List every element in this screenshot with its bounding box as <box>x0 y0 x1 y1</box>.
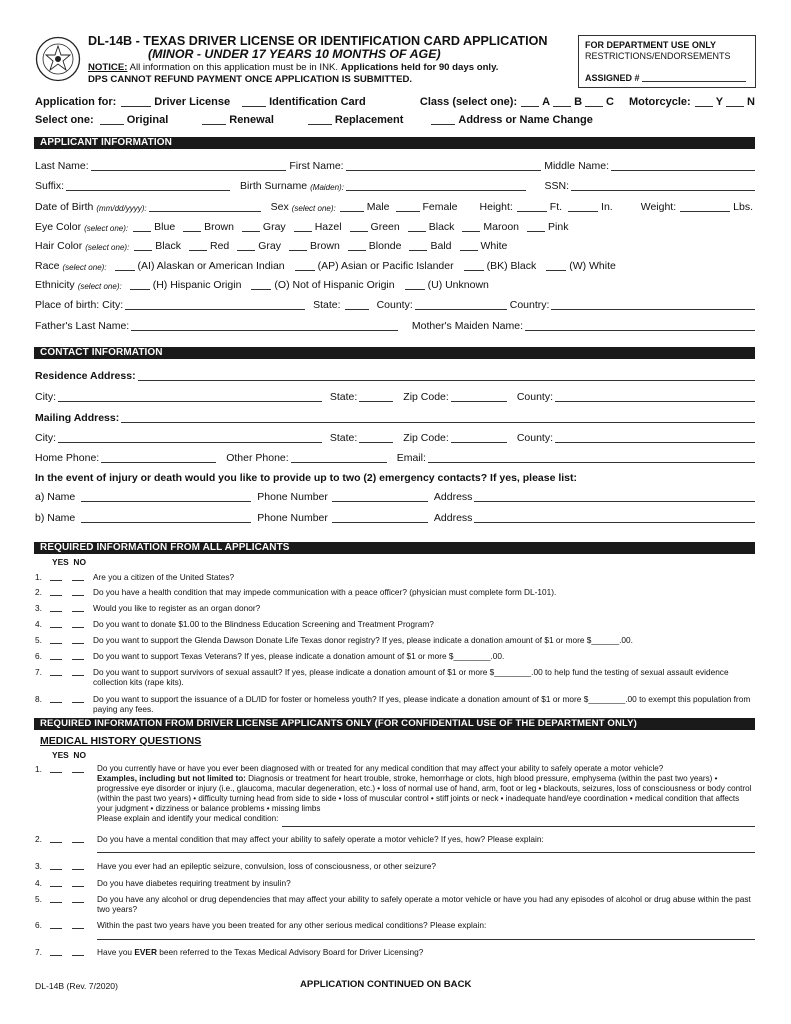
class-a-check[interactable] <box>521 97 539 107</box>
female-check[interactable] <box>396 202 420 212</box>
race-check-2[interactable] <box>464 261 484 271</box>
med-q3-no[interactable] <box>72 869 84 870</box>
res-city-label: City: <box>35 391 56 403</box>
question-no-line[interactable] <box>72 643 84 644</box>
question-text: Would you like to register as an organ donor? <box>93 603 261 613</box>
emergency-a-name-label: a) Name <box>35 491 76 503</box>
hair-color-option-label: Blonde <box>368 240 402 252</box>
med-q2-no[interactable] <box>72 842 84 843</box>
dept-box-restrictions: RESTRICTIONS/ENDORSEMENTS <box>585 51 731 61</box>
med-q1-examples: Diagnosis or treatment for heart trouble, stroke, hemorrhage or clots, high blood pressure, emphysema (within the past two years) • progressive eye disorder or injury (i.e., glaucoma, macular degeneration, etc.) • loss of normal use of hand, arm, foot or leg • blackouts, seizures, loss of consciousness or body control (within the past two years) • difficulty turning head from side to side • loss of muscular control • stiff joints or neck • inadequate hand/eye coordination • medical condition that affects your judgment • dizziness or balance problems • missing limbs <box>97 774 752 813</box>
email-field[interactable] <box>428 453 755 463</box>
ssn-label: SSN: <box>544 180 569 192</box>
pob-city-label: Place of birth: City: <box>35 299 124 311</box>
id-check[interactable] <box>242 97 266 107</box>
eye-color-check-7[interactable] <box>527 222 545 232</box>
race-check-1[interactable] <box>295 261 315 271</box>
birth-surname-field[interactable] <box>346 181 527 191</box>
name-row <box>35 160 755 172</box>
dob-row <box>35 201 755 213</box>
question-no-line[interactable] <box>72 595 84 596</box>
med-q4-text: Do you have diabetes requiring treatment by insulin? <box>97 878 291 888</box>
question-no-line[interactable] <box>72 611 84 612</box>
no-header: NO <box>73 557 86 567</box>
race-option-label: (BK) Black <box>486 260 537 272</box>
question-text: Do you want to support the issuance of a DL/ID for foster or homeless youth? If yes, please indicate a donation amount of $1 or more $________.00 to exempt this population from paying any fees. <box>93 694 751 714</box>
residence-row <box>35 370 755 382</box>
home-phone-label: Home Phone: <box>35 452 100 464</box>
residence-field[interactable] <box>138 371 755 381</box>
question-number: 7. <box>35 667 42 677</box>
renewal-label: Renewal <box>229 114 274 126</box>
med-q6-explain-line[interactable] <box>97 939 755 940</box>
hair-color-label: Hair Color <box>35 240 83 252</box>
eye-color-check-4[interactable] <box>350 222 368 232</box>
applicant-section-header: APPLICANT INFORMATION <box>34 137 755 149</box>
medical-q5: 5. Do you have any alcohol or drug dependencies that may affect your ability to safely operate a motor vehicle or have you had any episodes of alcohol or drug abuse within the past two years? <box>35 894 751 914</box>
question-number: 6. <box>35 651 42 661</box>
motorcycle-label: Motorcycle: <box>628 96 691 108</box>
question-8 <box>35 694 755 714</box>
mailing-row <box>35 412 755 424</box>
eye-color-option-label: Brown <box>204 221 234 233</box>
suffix-label: Suffix: <box>35 180 64 192</box>
class-b-check[interactable] <box>553 97 571 107</box>
med-q2-yes[interactable] <box>50 842 62 843</box>
weight-field[interactable] <box>680 202 730 212</box>
question-5 <box>35 635 755 645</box>
question-yes-line[interactable] <box>50 627 62 628</box>
emergency-b-name-label: b) Name <box>35 512 76 524</box>
medical-q2: 2. Do you have a mental condition that may affect your ability to safely operate a motor vehicle? If yes, how? Please explain: <box>35 834 544 844</box>
race-check-3[interactable] <box>546 261 566 271</box>
ethnicity-label: Ethnicity <box>35 279 75 291</box>
residence-label: Residence Address: <box>35 370 136 382</box>
med-q6-yes[interactable] <box>50 928 62 929</box>
emergency-question-text: In the event of injury or death would you like to provide up to two (2) emergency contacts? If yes, please list: <box>35 472 578 484</box>
home-phone-field[interactable] <box>101 453 216 463</box>
emergency-b-address-label: Address <box>433 512 473 524</box>
question-3 <box>35 603 755 613</box>
res-county-label: County: <box>516 391 553 403</box>
question-number: 2. <box>35 587 42 597</box>
eye-color-option-label: Black <box>428 221 455 233</box>
dob-label: Date of Birth <box>35 201 94 213</box>
mail-zip-label: Zip Code: <box>403 432 449 444</box>
hair-color-check-4[interactable] <box>348 241 366 251</box>
mailing-field[interactable] <box>121 413 755 423</box>
med-q6-no[interactable] <box>72 928 84 929</box>
eye-color-check-3[interactable] <box>294 222 312 232</box>
res-zip-field[interactable] <box>451 392 507 402</box>
emergency-b-phone-label: Phone Number <box>257 512 328 524</box>
pob-state-label: State: <box>313 299 341 311</box>
question-no-line[interactable] <box>72 675 84 676</box>
question-number: 8. <box>35 694 42 704</box>
other-phone-label: Other Phone: <box>226 452 289 464</box>
hair-color-option-label: White <box>480 240 508 252</box>
ssn-field[interactable] <box>571 181 755 191</box>
race-option-label: (AP) Asian or Pacific Islander <box>317 260 454 272</box>
med-q1-explain-line[interactable] <box>282 826 755 827</box>
hair-color-option-label: Black <box>155 240 181 252</box>
mailing-label: Mailing Address: <box>35 412 120 424</box>
res-city-field[interactable] <box>58 392 322 402</box>
no-header: NO <box>73 750 86 760</box>
med-q1-explain-label: Please explain and identify your medical condition: <box>97 814 279 823</box>
eye-color-check-2[interactable] <box>242 222 260 232</box>
sex-label: Sex <box>270 201 289 213</box>
birth-surname-label: Birth Surname <box>240 180 308 192</box>
last-name-label: Last Name: <box>35 160 89 172</box>
assigned-line[interactable] <box>642 74 746 82</box>
ethnicity-row <box>35 279 755 291</box>
sex-select-one: (select one): <box>291 204 336 213</box>
med-q1-examples-label: Examples, including but not limited to: <box>97 774 246 783</box>
hair-color-row <box>35 240 755 252</box>
ethnicity-check-2[interactable] <box>405 280 425 290</box>
eye-color-check-6[interactable] <box>462 222 480 232</box>
eye-color-row <box>35 221 755 233</box>
mail-zip-field[interactable] <box>451 433 507 443</box>
med-q3-text: Have you ever had an epileptic seizure, convulsion, loss of consciousness, or other seizure? <box>97 861 436 871</box>
ft-label: Ft. <box>549 201 563 213</box>
question-1 <box>35 572 755 582</box>
med-q5-text: Do you have any alcohol or drug dependencies that may affect your ability to safely operate a motor vehicle or have you had any episodes of alcohol or drug abuse within the past two years? <box>97 894 751 914</box>
med-q1-yes[interactable] <box>50 772 62 773</box>
question-text: Do you want to donate $1.00 to the Blindness Education Screening and Treatment Program? <box>93 619 434 629</box>
question-yes-line[interactable] <box>50 675 62 676</box>
race-label: Race <box>35 260 60 272</box>
question-no-line[interactable] <box>72 659 84 660</box>
med-q5-yes[interactable] <box>50 902 62 903</box>
select-one-label: Select one: <box>35 114 94 126</box>
med-q5-no[interactable] <box>72 902 84 903</box>
med-q6-text: Within the past two years have you been treated for any other serious medical conditions? Please explain: <box>97 920 487 930</box>
mother-field[interactable] <box>525 321 755 331</box>
res-county-field[interactable] <box>555 392 755 402</box>
question-number: 4. <box>35 619 42 629</box>
hair-color-option-label: Gray <box>258 240 282 252</box>
dept-box-assigned: ASSIGNED # <box>585 73 640 83</box>
question-text: Do you have a health condition that may impede communication with a peace officer? (physician must complete form DL-101). <box>93 587 557 597</box>
class-a-label: A <box>542 96 551 108</box>
dl-label: Driver License <box>154 96 231 108</box>
emergency-b-phone-field[interactable] <box>332 513 428 523</box>
maiden-label: (Maiden): <box>310 183 344 192</box>
id-label: Identification Card <box>269 96 366 108</box>
application-for-row <box>35 96 755 108</box>
question-yes-line[interactable] <box>50 659 62 660</box>
required-dl-section-header: REQUIRED INFORMATION FROM DRIVER LICENSE APPLICANTS ONLY (FOR CONFIDENTIAL USE OF THE DEPARTMENT ONLY) <box>34 718 755 730</box>
continued-on-back: APPLICATION CONTINUED ON BACK <box>300 979 472 990</box>
address-change-check[interactable] <box>431 115 455 125</box>
question-number: 3. <box>35 603 42 613</box>
first-name-label: First Name: <box>289 160 344 172</box>
moto-n-label: N <box>747 96 755 108</box>
pob-county-label: County: <box>376 299 413 311</box>
height-in-field[interactable] <box>568 202 598 212</box>
medical-history-title: MEDICAL HISTORY QUESTIONS <box>40 735 202 747</box>
medical-q4: 4. Do you have diabetes requiring treatment by insulin? <box>35 878 291 888</box>
moto-y-check[interactable] <box>695 97 713 107</box>
notice <box>88 62 498 73</box>
question-text: Do you want to support the Glenda Dawson Donate Life Texas donor registry? If yes, please indicate a donation amount of $1 or more $______.00. <box>93 635 633 645</box>
emergency-a-row <box>35 491 755 503</box>
emergency-a-phone-label: Phone Number <box>257 491 328 503</box>
height-label: Height: <box>479 201 513 213</box>
medical-q7: 7. Have you EVER been referred to the Texas Medical Advisory Board for Driver Licensing? <box>35 947 424 957</box>
question-4 <box>35 619 755 629</box>
hair-color-check-3[interactable] <box>289 241 307 251</box>
emergency-question <box>35 472 755 484</box>
med-q2-explain-line[interactable] <box>97 852 755 853</box>
race-check-0[interactable] <box>115 261 135 271</box>
emergency-a-address-field[interactable] <box>474 492 755 502</box>
moto-y-label: Y <box>715 96 724 108</box>
question-yes-line[interactable] <box>50 611 62 612</box>
suffix-row <box>35 180 755 192</box>
med-q3-yes[interactable] <box>50 869 62 870</box>
pob-county-field[interactable] <box>415 300 507 310</box>
eye-color-option-label: Green <box>370 221 400 233</box>
refund-notice: DPS CANNOT REFUND PAYMENT ONCE APPLICATION IS SUBMITTED. <box>88 74 413 85</box>
pob-country-label: Country: <box>509 299 550 311</box>
ethnicity-option-label: (H) Hispanic Origin <box>152 279 242 291</box>
dl-check[interactable] <box>121 97 151 107</box>
ethnicity-option-label: (U) Unknown <box>427 279 489 291</box>
question-yes-line[interactable] <box>50 580 62 581</box>
race-row <box>35 260 755 272</box>
first-name-field[interactable] <box>346 161 542 171</box>
res-state-field[interactable] <box>359 392 393 402</box>
weight-label: Weight: <box>640 201 677 213</box>
hair-color-option-label: Red <box>209 240 230 252</box>
question-yes-line[interactable] <box>50 595 62 596</box>
med-q7-no[interactable] <box>72 955 84 956</box>
height-ft-field[interactable] <box>517 202 547 212</box>
parents-row <box>35 320 755 332</box>
question-6 <box>35 651 755 661</box>
last-name-field[interactable] <box>91 161 287 171</box>
residence-city-row <box>35 391 755 403</box>
ethnicity-check-1[interactable] <box>251 280 271 290</box>
ethnicity-check-0[interactable] <box>130 280 150 290</box>
required-all-section-header: REQUIRED INFORMATION FROM ALL APPLICANTS <box>34 542 755 554</box>
hair-color-option-label: Bald <box>430 240 452 252</box>
phone-row <box>35 452 755 464</box>
eye-select-one: (select one): <box>84 224 129 233</box>
race-select-one: (select one): <box>62 263 107 272</box>
medical-q6: 6. Within the past two years have you been treated for any other serious medical conditions? Please explain: <box>35 920 487 930</box>
yes-header: YES <box>52 750 69 760</box>
class-c-check[interactable] <box>585 97 603 107</box>
mailing-city-row <box>35 432 755 444</box>
question-yes-line[interactable] <box>50 643 62 644</box>
mail-state-field[interactable] <box>359 433 393 443</box>
ethnicity-option-label: (O) Not of Hispanic Origin <box>274 279 395 291</box>
hair-color-option-label: Brown <box>310 240 340 252</box>
question-text: Are you a citizen of the United States? <box>93 572 235 582</box>
eye-color-option-label: Hazel <box>314 221 342 233</box>
med-q7-text-a: Have you <box>97 947 135 957</box>
hair-color-check-0[interactable] <box>134 241 152 251</box>
pob-city-field[interactable] <box>125 300 305 310</box>
address-change-label: Address or Name Change <box>458 114 593 126</box>
medical-q3: 3. Have you ever had an epileptic seizure, convulsion, loss of consciousness, or other seizure? <box>35 861 436 871</box>
female-label: Female <box>422 201 458 213</box>
dept-box-title: FOR DEPARTMENT USE ONLY <box>585 40 717 50</box>
class-b-label: B <box>574 96 583 108</box>
in-label: In. <box>601 201 613 213</box>
dob-format: (mm/dd/yyyy): <box>96 204 147 213</box>
question-number: 5. <box>35 635 42 645</box>
other-phone-field[interactable] <box>291 453 387 463</box>
contact-section-header: CONTACT INFORMATION <box>34 347 755 359</box>
emergency-a-phone-field[interactable] <box>332 492 428 502</box>
hair-color-check-2[interactable] <box>237 241 255 251</box>
father-field[interactable] <box>131 321 398 331</box>
med-q7-text-ever: EVER <box>134 947 157 957</box>
replacement-label: Replacement <box>334 114 404 126</box>
form-title: DL-14B - TEXAS DRIVER LICENSE OR IDENTIFICATION CARD APPLICATION <box>88 34 548 48</box>
question-number: 1. <box>35 572 42 582</box>
mother-label: Mother's Maiden Name: <box>411 320 523 332</box>
eye-color-option-label: Pink <box>548 221 569 233</box>
hair-select-one: (select one): <box>85 243 130 252</box>
eye-color-option-label: Blue <box>154 221 176 233</box>
res-zip-label: Zip Code: <box>403 391 449 403</box>
hair-color-check-6[interactable] <box>460 241 478 251</box>
mail-city-label: City: <box>35 432 56 444</box>
question-7 <box>35 667 755 687</box>
notice-label: NOTICE: <box>88 62 128 73</box>
male-check[interactable] <box>340 202 364 212</box>
med-q7-text-c: been referred to the Texas Medical Advisory Board for Driver Licensing? <box>156 947 424 957</box>
question-text: Do you want to support survivors of sexual assault? If yes, please indicate a donation amount of $1 or more $________.00 to help fund the testing of sexual assault evidence collection kits (rape kits). <box>93 667 729 687</box>
suffix-field[interactable] <box>66 181 230 191</box>
medical-q1: 1. Do you currently have or have you ever been diagnosed with or treated for any medical condition that may affect your ability to safely operate a motor vehicle? Examples, including but not limited to: Diagnosis or treatment for heart trouble, stroke, hemorrhage or clots, high blood pressure, emphysema (within the past two years) • progressive eye disorder or injury (i.e., glaucoma, macular degeneration, etc.) • loss of normal use of hand, arm, foot or leg • blackouts, seizures, loss of consciousness or body control (within the past two years) • difficulty turning head from side to side • loss of muscular control • stiff joints or neck • inadequate hand/eye coordination • medical condition that affects your judgment • dizziness or balance problems • missing limbs Please explain and identify your medical condition: <box>35 764 752 823</box>
dps-seal <box>35 36 81 82</box>
pob-state-field[interactable] <box>345 300 369 310</box>
renewal-check[interactable] <box>202 115 226 125</box>
department-use-box <box>578 35 756 88</box>
question-no-line[interactable] <box>72 702 84 703</box>
med-q7-yes[interactable] <box>50 955 62 956</box>
hair-color-check-1[interactable] <box>189 241 207 251</box>
form-subtitle: (MINOR - UNDER 17 YEARS 10 MONTHS OF AGE) <box>148 47 441 61</box>
class-label: Class (select one): <box>419 96 518 108</box>
notice-text: All information on this application must be in INK. <box>127 62 341 73</box>
pob-country-field[interactable] <box>551 300 755 310</box>
eye-color-option-label: Maroon <box>483 221 520 233</box>
ethnicity-select-one: (select one): <box>77 282 122 291</box>
dob-field[interactable] <box>149 202 261 212</box>
email-label: Email: <box>396 452 426 464</box>
emergency-b-name-field[interactable] <box>81 513 251 523</box>
eye-color-check-5[interactable] <box>408 222 426 232</box>
question-yes-line[interactable] <box>50 702 62 703</box>
question-text: Do you want to support Texas Veterans? If yes, please indicate a donation amount of $1 or more $________.00. <box>93 651 505 661</box>
mail-county-field[interactable] <box>555 433 755 443</box>
form-id: DL-14B (Rev. 7/2020) <box>35 981 118 991</box>
male-label: Male <box>366 201 390 213</box>
med-q4-no[interactable] <box>72 886 84 887</box>
select-one-row <box>35 114 755 126</box>
hair-color-check-5[interactable] <box>409 241 427 251</box>
eye-color-check-0[interactable] <box>133 222 151 232</box>
class-c-label: C <box>606 96 614 108</box>
med-q4-yes[interactable] <box>50 886 62 887</box>
father-label: Father's Last Name: <box>35 320 130 332</box>
replacement-check[interactable] <box>308 115 332 125</box>
moto-n-check[interactable] <box>726 97 744 107</box>
application-for-label: Application for: <box>35 96 117 108</box>
mail-city-field[interactable] <box>58 433 322 443</box>
race-option-label: (W) White <box>569 260 616 272</box>
middle-name-label: Middle Name: <box>544 160 609 172</box>
question-no-line[interactable] <box>72 580 84 581</box>
race-option-label: (AI) Alaskan or American Indian <box>137 260 285 272</box>
question-no-line[interactable] <box>72 627 84 628</box>
lbs-label: Lbs. <box>733 201 754 213</box>
eye-color-label: Eye Color <box>35 221 82 233</box>
middle-name-field[interactable] <box>611 161 755 171</box>
eye-color-check-1[interactable] <box>183 222 201 232</box>
original-check[interactable] <box>100 115 124 125</box>
yes-no-header-2 <box>52 750 86 760</box>
yes-header: YES <box>52 557 69 567</box>
emergency-a-address-label: Address <box>433 491 473 503</box>
yes-no-header-1 <box>52 557 86 567</box>
res-state-label: State: <box>329 391 358 403</box>
emergency-b-address-field[interactable] <box>474 513 755 523</box>
original-label: Original <box>126 114 169 126</box>
eye-color-option-label: Gray <box>262 221 286 233</box>
place-of-birth-row <box>35 299 755 311</box>
emergency-a-name-field[interactable] <box>81 492 251 502</box>
emergency-b-row <box>35 512 755 524</box>
question-2 <box>35 587 755 597</box>
med-q2-text: Do you have a mental condition that may affect your ability to safely operate a motor vehicle? If yes, how? Please explain: <box>97 834 544 844</box>
med-q1-no[interactable] <box>72 772 84 773</box>
mail-state-label: State: <box>329 432 358 444</box>
notice-bold: Applications held for 90 days only. <box>340 62 499 73</box>
mail-county-label: County: <box>516 432 553 444</box>
med-q1-text: Do you currently have or have you ever been diagnosed with or treated for any medical condition that may affect your ability to safely operate a motor vehicle? <box>97 764 664 773</box>
